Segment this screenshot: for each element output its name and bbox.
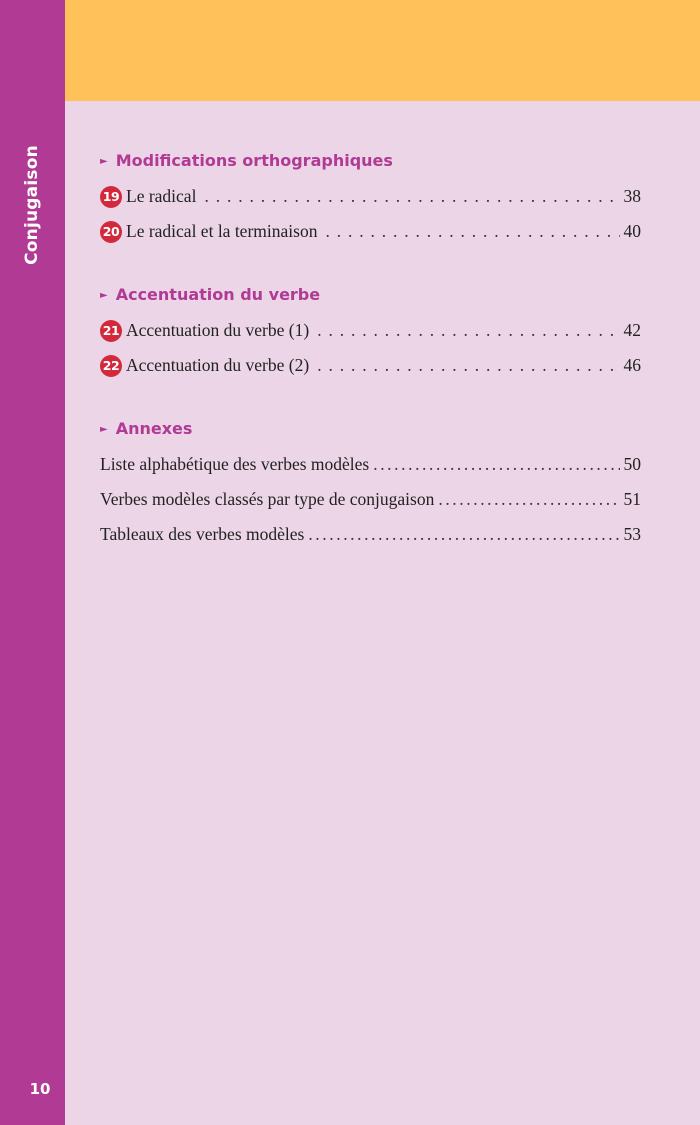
entry-number-badge: 21 <box>100 320 122 342</box>
toc-entry[interactable] <box>100 487 641 522</box>
dot-leader <box>204 184 619 208</box>
entry-title: Accentuation du verbe (1) <box>126 320 310 340</box>
section-modifications-orthographiques <box>100 148 641 254</box>
dot-leader <box>308 522 619 546</box>
dot-leader <box>317 318 619 342</box>
entry-title: Tableaux des verbes modèles <box>100 524 305 544</box>
entry-title: Accentuation du verbe (2) <box>126 355 310 375</box>
sidebar-title: Conjugaison <box>22 145 42 265</box>
toc-entry[interactable] <box>100 318 641 353</box>
toc-entry[interactable] <box>100 452 641 487</box>
entry-page: 51 <box>623 489 641 509</box>
arrow-right-icon: ► <box>100 423 108 435</box>
section-heading <box>100 416 641 440</box>
section-heading-label: Annexes <box>115 418 193 438</box>
entry-title: Verbes modèles classés par type de conjugaison <box>100 489 435 509</box>
entry-page: 46 <box>623 355 641 375</box>
section-annexes <box>100 416 641 557</box>
sidebar <box>0 0 65 1125</box>
section-heading <box>100 282 641 306</box>
toc-entry[interactable] <box>100 219 641 254</box>
entry-page: 38 <box>623 186 641 206</box>
dot-leader <box>373 452 619 476</box>
dot-leader <box>438 487 619 511</box>
entry-title: Liste alphabétique des verbes modèles <box>100 454 370 474</box>
entry-page: 50 <box>623 454 641 474</box>
top-band <box>65 0 700 101</box>
arrow-right-icon: ► <box>100 289 108 301</box>
section-heading-label: Accentuation du verbe <box>115 284 321 304</box>
section-heading-label: Modifications orthographiques <box>115 150 393 170</box>
toc-entry[interactable] <box>100 184 641 219</box>
page-number: 10 <box>29 1080 51 1098</box>
entry-page: 42 <box>623 320 641 340</box>
entry-number-badge: 19 <box>100 186 122 208</box>
dot-leader <box>317 353 619 377</box>
entry-number-badge: 20 <box>100 221 122 243</box>
entry-page: 53 <box>623 524 641 544</box>
toc-entry[interactable] <box>100 522 641 557</box>
arrow-right-icon: ► <box>100 155 108 167</box>
table-of-contents <box>100 148 641 585</box>
entry-title: Le radical <box>126 186 197 206</box>
entry-page: 40 <box>623 221 641 241</box>
entry-number-badge: 22 <box>100 355 122 377</box>
toc-entry[interactable] <box>100 353 641 388</box>
section-accentuation-du-verbe <box>100 282 641 388</box>
dot-leader <box>325 219 619 243</box>
section-heading <box>100 148 641 172</box>
entry-title: Le radical et la terminaison <box>126 221 318 241</box>
